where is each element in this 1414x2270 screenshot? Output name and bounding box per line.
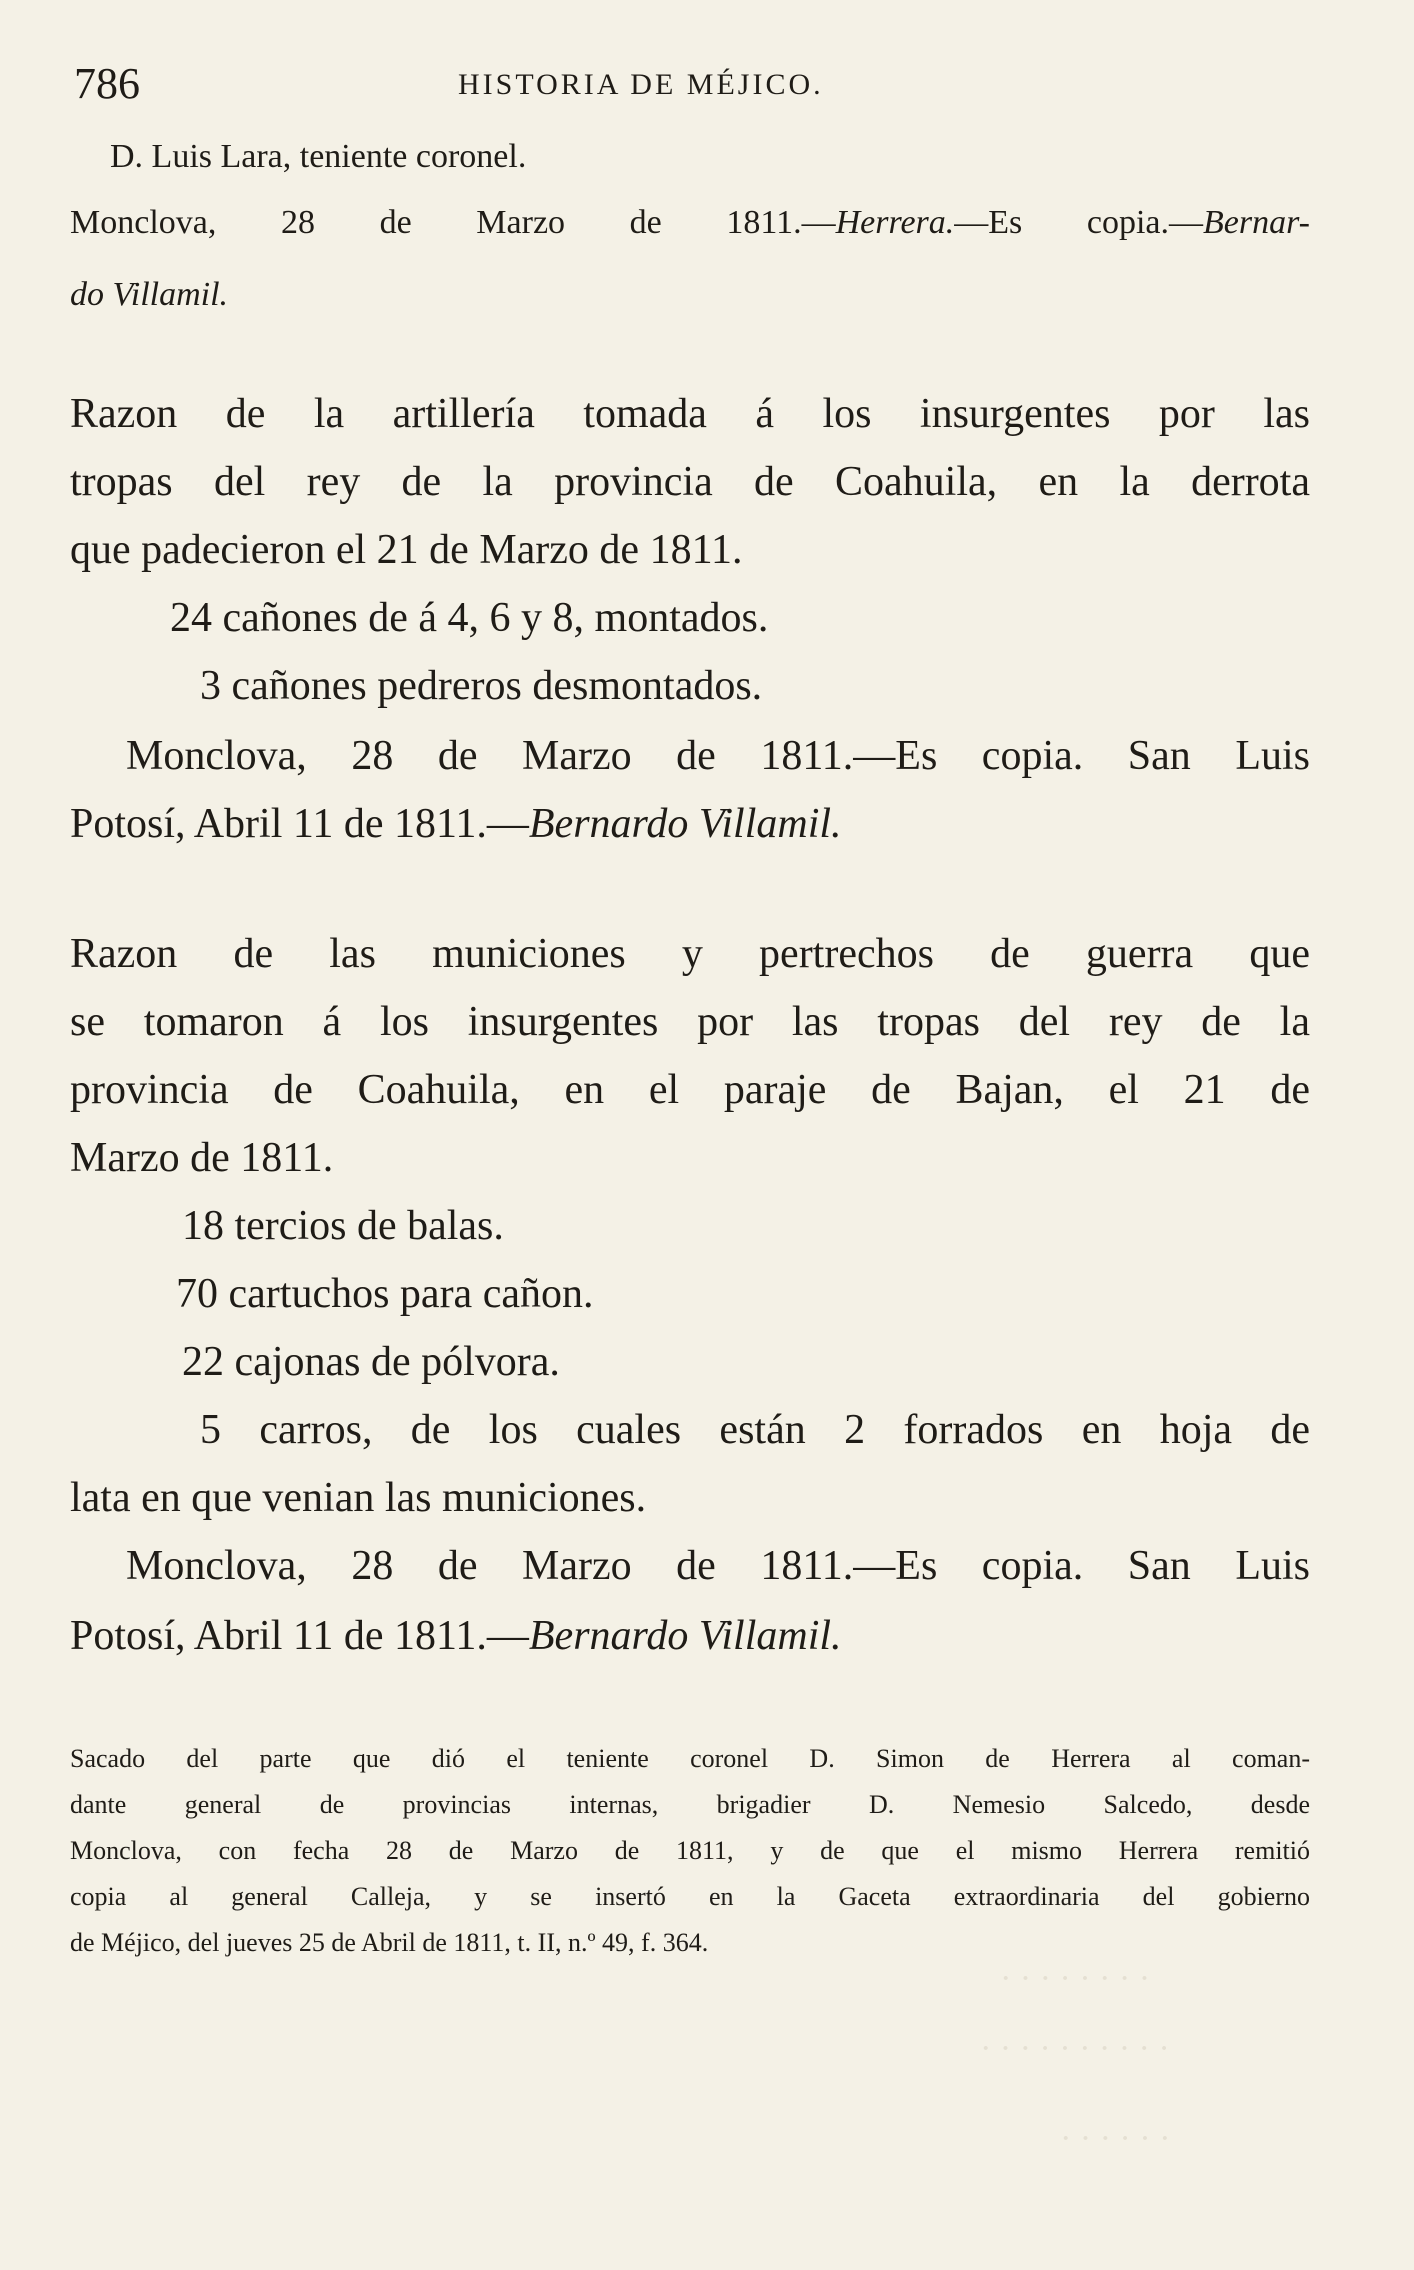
paragraph-line: Razon de la artillería tomada á los insurgentes por las bbox=[70, 391, 1310, 437]
closing-line: Monclova, 28 de Marzo de 1811.—Es copia. San Luis bbox=[126, 733, 1310, 779]
page-number: 786 bbox=[74, 59, 140, 108]
paragraph-line: que padecieron el 21 de Marzo de 1811. bbox=[70, 527, 743, 573]
page-header bbox=[0, 58, 1414, 118]
footnote-line: Sacado del parte que dió el teniente coronel D. Simon de Herrera al coman- bbox=[70, 1744, 1310, 1773]
footnote-line: Monclova, con fecha 28 de Marzo de 1811, y de que el mismo Herrera remitió bbox=[70, 1836, 1310, 1865]
text-line: Monclova, 28 de Marzo de 1811.—Herrera.—Es copia.—Bernar- bbox=[70, 204, 1310, 241]
closing-line: Potosí, Abril 11 de 1811.—Bernardo Villamil. bbox=[70, 1613, 842, 1659]
list-item: 18 tercios de balas. bbox=[182, 1203, 504, 1249]
paragraph-line: se tomaron á los insurgentes por las tropas del rey de la bbox=[70, 999, 1310, 1045]
running-title: HISTORIA DE MÉJICO. bbox=[458, 68, 824, 101]
footnote-line: dante general de provincias internas, brigadier D. Nemesio Salcedo, desde bbox=[70, 1790, 1310, 1819]
paragraph-line: Marzo de 1811. bbox=[70, 1135, 334, 1181]
text-line: D. Luis Lara, teniente coronel. bbox=[110, 138, 527, 175]
list-item: 24 cañones de á 4, 6 y 8, montados. bbox=[170, 595, 769, 641]
footnote-line: copia al general Calleja, y se insertó en la Gaceta extraordinaria del gobierno bbox=[70, 1882, 1310, 1911]
footnote-line: de Méjico, del jueves 25 de Abril de 1811, t. II, n.º 49, f. 364. bbox=[70, 1928, 709, 1957]
bleed-through-decoration: · · · · · · · · bbox=[1000, 1960, 1151, 1997]
list-item: 70 cartuchos para cañon. bbox=[176, 1271, 594, 1317]
paragraph-line: provincia de Coahuila, en el paraje de Bajan, el 21 de bbox=[70, 1067, 1310, 1113]
text-line: do Villamil. bbox=[70, 276, 229, 313]
paragraph-line: Razon de las municiones y pertrechos de guerra que bbox=[70, 931, 1310, 977]
bleed-through-decoration: · · · · · · bbox=[1060, 2120, 1171, 2157]
list-item: 5 carros, de los cuales están 2 forrados en hoja de bbox=[200, 1407, 1310, 1453]
paragraph-line: tropas del rey de la provincia de Coahuila, en la derrota bbox=[70, 459, 1310, 505]
bleed-through-decoration: · · · · · · · · · · bbox=[980, 2030, 1170, 2067]
list-item: lata en que venian las municiones. bbox=[70, 1475, 647, 1521]
closing-line: Potosí, Abril 11 de 1811.—Bernardo Villamil. bbox=[70, 801, 842, 847]
list-item: 22 cajonas de pólvora. bbox=[182, 1339, 560, 1385]
list-item: 3 cañones pedreros desmontados. bbox=[200, 663, 763, 709]
closing-line: Monclova, 28 de Marzo de 1811.—Es copia. San Luis bbox=[126, 1543, 1310, 1589]
